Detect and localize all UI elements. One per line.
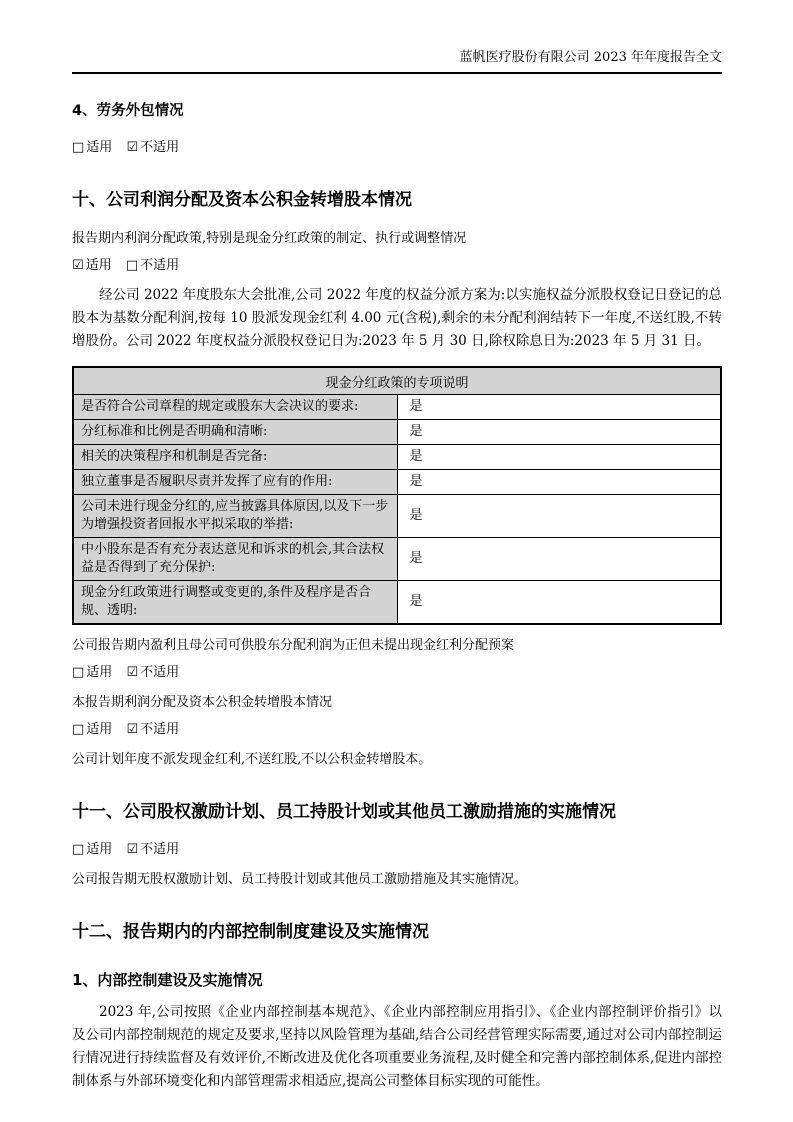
checkbox-checked-icon: ☑ bbox=[126, 665, 139, 680]
no-proposal-applicability-line bbox=[72, 664, 722, 682]
table-row bbox=[73, 581, 721, 625]
dividend-plan-paragraph: 经公司 2022 年度股东大会批准,公司 2022 年度的权益分派方案为:以实施权益分派股权登记日登记的总股本为基数分配利润,按每 10 股派发现金红利 4.00 元(含税),剩余的未分配利润结转下一年度,不送红股,不转增股份。公司 2022 年度权益分派股权登记日为:2023 年 5 月 30 日,除权除息日为:2023 年 5 月 31 日。 bbox=[72, 287, 722, 349]
table-title: 现金分红政策的专项说明 bbox=[73, 367, 721, 395]
profit-applicability-line bbox=[72, 257, 722, 275]
row-answer: 是 bbox=[397, 395, 721, 420]
checkbox-applicable bbox=[72, 842, 112, 857]
table-row bbox=[73, 445, 721, 470]
heading-internal-control: 十二、报告期内的内部控制制度建设及实施情况 bbox=[72, 922, 429, 942]
checkbox-applicable-label: 适用 bbox=[85, 258, 112, 273]
row-question: 公司未进行现金分红的,应当披露具体原因,以及下一步为增强投资者回报水平拟采取的举措: bbox=[73, 495, 397, 538]
row-question: 中小股东是否有充分表达意见和诉求的机会,其合法权益是否得到了充分保护: bbox=[73, 538, 397, 581]
row-answer: 是 bbox=[397, 495, 721, 538]
cash-dividend-policy-table bbox=[72, 366, 722, 625]
checkbox-applicable-label: 适用 bbox=[86, 665, 113, 680]
checkbox-not-applicable-label: 不适用 bbox=[140, 722, 180, 737]
checkbox-checked-icon: ☑ bbox=[126, 842, 139, 857]
checkbox-unchecked-icon: □ bbox=[125, 258, 139, 273]
note-no-dividend-proposal: 公司报告期内盈利且母公司可供股东分配利润为正但未提出现金红利分配预案 bbox=[72, 638, 515, 653]
row-question: 相关的决策程序和机制是否完备: bbox=[73, 445, 397, 470]
heading-profit-distribution: 十、公司利润分配及资本公积金转增股本情况 bbox=[72, 190, 412, 210]
heading-equity-incentive: 十一、公司股权激励计划、员工持股计划或其他员工激励措施的实施情况 bbox=[72, 802, 616, 822]
page-header bbox=[72, 50, 722, 74]
table-row bbox=[73, 495, 721, 538]
table-row bbox=[73, 420, 721, 445]
incentive-applicability-line bbox=[72, 841, 722, 859]
checkbox-not-applicable bbox=[126, 140, 179, 155]
checkbox-not-applicable bbox=[126, 665, 179, 680]
row-question: 独立董事是否履职尽责并发挥了应有的作用: bbox=[73, 470, 397, 495]
checkbox-not-applicable bbox=[126, 842, 179, 857]
checkbox-applicable-label: 适用 bbox=[86, 842, 113, 857]
checkbox-checked-icon: ☑ bbox=[126, 140, 139, 155]
checkbox-applicable bbox=[72, 258, 112, 273]
checkbox-applicable bbox=[72, 722, 112, 737]
table-row bbox=[73, 395, 721, 420]
table-row bbox=[73, 470, 721, 495]
current-period-applicability-line bbox=[72, 721, 722, 739]
checkbox-unchecked-icon: □ bbox=[72, 140, 85, 155]
checkbox-unchecked-icon: □ bbox=[72, 842, 85, 857]
row-answer: 是 bbox=[397, 470, 721, 495]
row-answer: 是 bbox=[397, 420, 721, 445]
checkbox-unchecked-icon: □ bbox=[72, 665, 85, 680]
row-answer: 是 bbox=[397, 445, 721, 470]
row-answer: 是 bbox=[397, 581, 721, 625]
checkbox-applicable bbox=[72, 140, 112, 155]
checkbox-not-applicable-label: 不适用 bbox=[140, 258, 180, 273]
note-current-period-distribution: 本报告期利润分配及资本公积金转增股本情况 bbox=[72, 695, 333, 710]
checkbox-not-applicable bbox=[126, 258, 179, 273]
checkbox-applicable-label: 适用 bbox=[86, 140, 113, 155]
checkbox-unchecked-icon: □ bbox=[72, 722, 85, 737]
checkbox-applicable bbox=[72, 665, 112, 680]
checkbox-not-applicable-label: 不适用 bbox=[140, 140, 180, 155]
row-question: 是否符合公司章程的规定或股东大会决议的要求: bbox=[73, 395, 397, 420]
checkbox-checked-icon: ☑ bbox=[126, 722, 139, 737]
table-title-row bbox=[73, 367, 721, 395]
labor-applicability-line bbox=[72, 139, 722, 157]
heading-labor-outsourcing: 4、劳务外包情况 bbox=[72, 103, 184, 119]
row-question: 分红标准和比例是否明确和清晰: bbox=[73, 420, 397, 445]
checkbox-not-applicable-label: 不适用 bbox=[140, 665, 180, 680]
profit-policy-line: 报告期内利润分配政策,特别是现金分红政策的制定、执行或调整情况 bbox=[72, 231, 467, 246]
checkbox-not-applicable-label: 不适用 bbox=[140, 842, 180, 857]
note-no-dividend-plan: 公司计划年度不派发现金红利,不送红股,不以公积金转增股本。 bbox=[72, 752, 432, 767]
row-answer: 是 bbox=[397, 538, 721, 581]
internal-control-paragraph: 2023 年,公司按照《企业内部控制基本规范》、《企业内部控制应用指引》、《企业内部控制评价指引》以及公司内部控制规范的规定及要求,坚持以风险管理为基础,结合公司经营管理实际需要,通过对公司内部控制运行情况进行持续监督及有效评价,不断改进及优化各项重要业务流程,及时健全和完善内部控制体系,促进内部控制体系与外部环境变化和内部管理需求相适应,提高公司整体目标实现的可能性。 bbox=[72, 1004, 722, 1089]
table-row bbox=[73, 538, 721, 581]
checkbox-applicable-label: 适用 bbox=[86, 722, 113, 737]
checkbox-checked-icon: ☑ bbox=[72, 258, 84, 273]
note-no-incentive: 公司报告期无股权激励计划、员工持股计划或其他员工激励措施及其实施情况。 bbox=[72, 872, 528, 887]
checkbox-not-applicable bbox=[126, 722, 179, 737]
row-question: 现金分红政策进行调整或变更的,条件及程序是否合规、透明: bbox=[73, 581, 397, 625]
report-title: 蓝帆医疗股份有限公司 2023 年年度报告全文 bbox=[459, 50, 722, 65]
subheading-internal-control-construction: 1、内部控制建设及实施情况 bbox=[72, 971, 263, 989]
